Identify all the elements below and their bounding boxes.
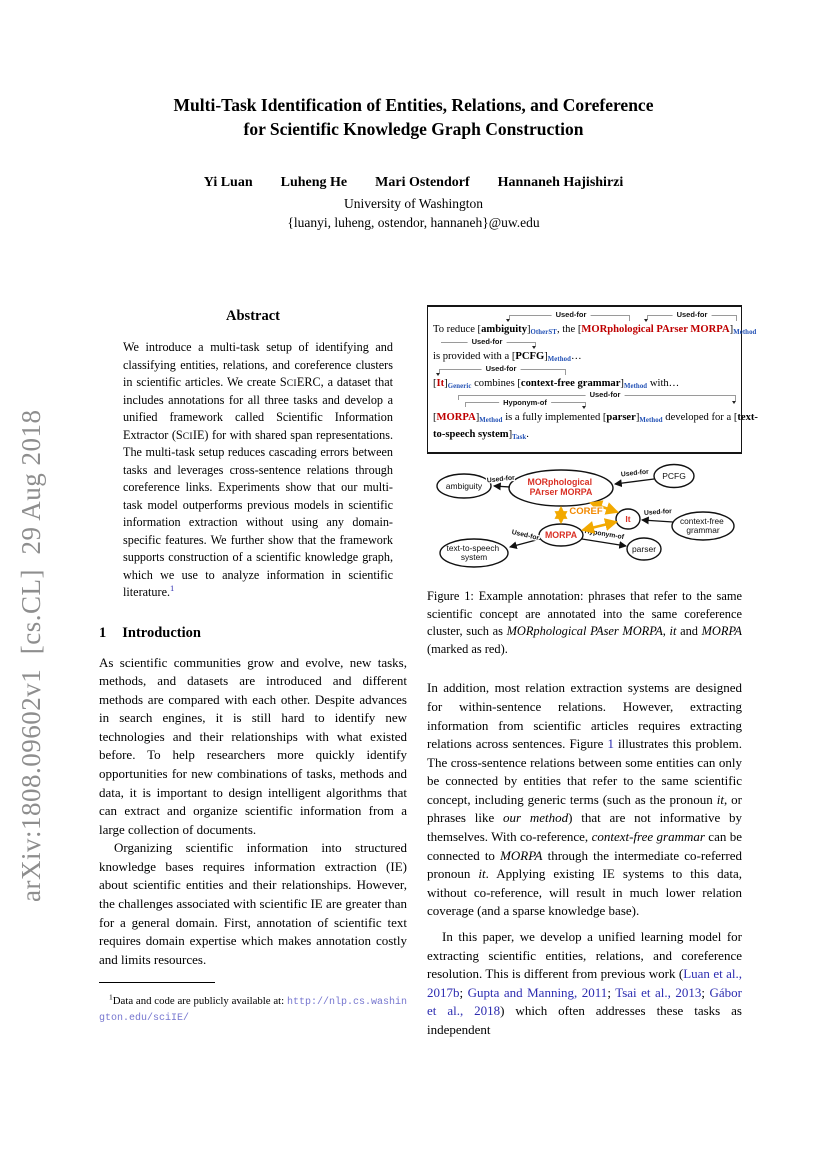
svg-text:context-free grammar: context-free grammar: [679, 516, 724, 535]
annotation-sentence-1: To reduce [ambiguity]OtherST, the [MORphological PArser MORPA]Method: [433, 324, 757, 336]
svg-text:MORphological PArser: MORphological PArser MORPA: [527, 477, 592, 497]
body-paragraph-this-paper: In this paper, we develop a unified learning model for extracting scientific entities, relations, and coreference resolution. This is different from previous work (Luan et al., 2017b; Gupta and Manning, 2011; Tsai et al., 2013; Gábor et al., 2018) which often addresses these tasks as independent: [427, 928, 742, 1037]
graph-edge-used-for-context-free-grammar: [642, 508, 673, 522]
page-title: [0, 94, 827, 141]
arxiv-watermark: arXiv:1808.09602v1 [cs.CL] 29 Aug 2018: [16, 409, 46, 902]
citation-link[interactable]: Tsai et al., 2013: [615, 984, 702, 1000]
svg-text:MORPA: MORPA: [544, 530, 577, 540]
svg-text:PCFG: PCFG: [661, 471, 686, 481]
annotation-sentence-5: to-speech system]Task.: [433, 429, 529, 441]
left-column: [99, 308, 407, 1037]
author: Luheng He: [280, 175, 348, 191]
footnote-marker: 1: [109, 992, 113, 1002]
graph-edge-used-for-tts: [510, 529, 540, 547]
author: Yi Luan: [203, 175, 253, 191]
citation-link[interactable]: Gábor et al., 2018: [427, 984, 742, 1019]
annotation-sentence-2: is provided with a [PCFG]Method…: [433, 351, 582, 363]
svg-text:Used-for: Used-for: [620, 468, 649, 479]
footnote-rule: [99, 982, 215, 983]
svg-text:Used-for: Used-for: [510, 528, 540, 543]
right-column: [427, 305, 758, 1039]
figure-ref-link[interactable]: 1: [607, 736, 614, 752]
section-number: 1: [99, 624, 107, 641]
coref-label: COREF: [568, 506, 603, 517]
title-line-2: for Scientific Knowledge Graph Construction: [243, 118, 584, 139]
author: Mari Ostendorf: [375, 175, 470, 191]
svg-text:Hyponym-of: Hyponym-of: [583, 527, 624, 542]
abstract-text: We introduce a multi-task setup of identifying and classifying entities, relations, and coreference clusters in scientific articles. We create SCIERC, a dataset that includes annotations for all three tasks and develop a unified framework called Scientific Information Extractor (SCIIE) for with shared span representations. The multi-task setup reduces cascading errors between tasks and leverages cross-sentence relations through coreference links. Experiments show that our multi-task model outperforms previous models in scientific information extraction without using any domain-specific features. We further show that the framework supports construction of a scientific knowledge graph, which we use to analyze information in scientific literature.$^1$: [123, 340, 393, 599]
relation-arrows-row-3: Used-for: [433, 367, 737, 377]
title-line-1: Multi-Task Identification of Entities, Relations, and Coreference: [173, 95, 654, 115]
footnote-ref-link[interactable]: 1: [170, 582, 175, 593]
email-line: {luanyi, luheng, ostendor, hannaneh}@uw.edu: [287, 215, 540, 231]
intro-paragraph-1: As scientific communities grow and evolve, new tasks, methods, and datasets are introduced and different methods are compared with each other. Despite advances in search engines, it is still hard to identify new technologies and their relationships with what existed before. To help researchers more quickly identify opportunities for new combinations of tasks, methods and data, it is important to design intelligent algorithms that can extract and organize scientific information from a large collection of documents.: [99, 654, 407, 837]
graph-node-morphological-parser-morpa: [509, 470, 613, 506]
svg-text:ambiguity: ambiguity: [445, 481, 482, 491]
svg-text:Used-for: Used-for: [486, 474, 515, 485]
graph-edge-used-for-pcfg: [615, 469, 654, 484]
svg-text:Used-for: Used-for: [643, 508, 672, 517]
graph-node-text-to-speech-system: [440, 539, 508, 567]
section-title: Introduction: [122, 624, 201, 641]
relation-arrows-row-4: Used-for Hyponym-of: [433, 394, 737, 411]
annotation-sentence-3: [It]Generic combines [context-free grammar]Method with…: [433, 378, 680, 390]
svg-text:text-to-speech syste: text-to-speech system: [446, 543, 499, 562]
author: Hannaneh Hajishirzi: [497, 175, 624, 191]
citation-link[interactable]: Gupta and Manning, 2011: [467, 984, 608, 1000]
author-list: [0, 175, 827, 191]
figure1-annotation-box: [427, 305, 758, 454]
graph-edge-hyponym-of-parser: [582, 528, 626, 546]
relation-arrows-row-1: Used-for Used-for: [433, 313, 737, 323]
section-heading-introduction: [99, 625, 407, 642]
title-block: [0, 94, 827, 231]
dataset-url-link[interactable]: http://nlp.cs.washington.edu/sciIE/: [99, 997, 407, 1025]
graph-node-pcfg: [654, 465, 694, 488]
affiliation: University of Washington: [344, 196, 483, 212]
relation-arrows-row-2: Used-for: [433, 340, 737, 350]
graph-node-ambiguity: [437, 474, 491, 498]
graph-node-it: [616, 509, 640, 529]
figure1-graph: [434, 463, 736, 578]
intro-paragraph-2: Organizing scientific information into structured knowledge bases requires information extraction (IE) about scientific entities and their relationships. However, the challenges associated with scientific IE are greater than for a general domain. First, annotation of scientific text requires domain expertise which makes annotation costly and limits resources.: [99, 840, 407, 967]
annotation-sentence-4: [MORPA]Method is a fully implemented [parser]Method developed for a [text-: [433, 412, 758, 424]
graph-node-context-free-grammar: [672, 512, 734, 540]
svg-text:parser: parser: [631, 544, 656, 554]
body-paragraph-cross-sentence: In addition, most relation extraction systems are designed for within-sentence relations. However, extracting information from scientific articles requires extracting relations across sentences. Figure 1 illustrates this problem. The cross-sentence relations between some entities can only be connected by entities that refer to the same scientific concept, including generic terms (such as the pronoun it, or phrases like our method) that are not informative by themselves. With co-reference, context-free grammar can be connected to MORPA through the intermediate co-referred pronoun it. Applying existing IE systems to this data, without co-reference, will result in much lower relation coverage (and a sparse knowledge base).: [427, 680, 742, 919]
abstract-heading: Abstract: [226, 308, 280, 324]
figure1-caption: Figure 1: Example annotation: phrases that refer to the same scientific concept are annotated into the same coreference cluster, such as MORphological PAser MORPA, it and MORPA (marked as red).: [427, 589, 742, 656]
svg-text:It: It: [624, 514, 631, 524]
graph-node-parser: [627, 538, 661, 560]
graph-node-morpa: [539, 524, 583, 546]
citation-link[interactable]: Luan et al., 2017b: [427, 966, 742, 1000]
footnote: $^1$Data and code are publicly available at: http://nlp.cs.washington.edu/sciIE/: [99, 992, 407, 1025]
